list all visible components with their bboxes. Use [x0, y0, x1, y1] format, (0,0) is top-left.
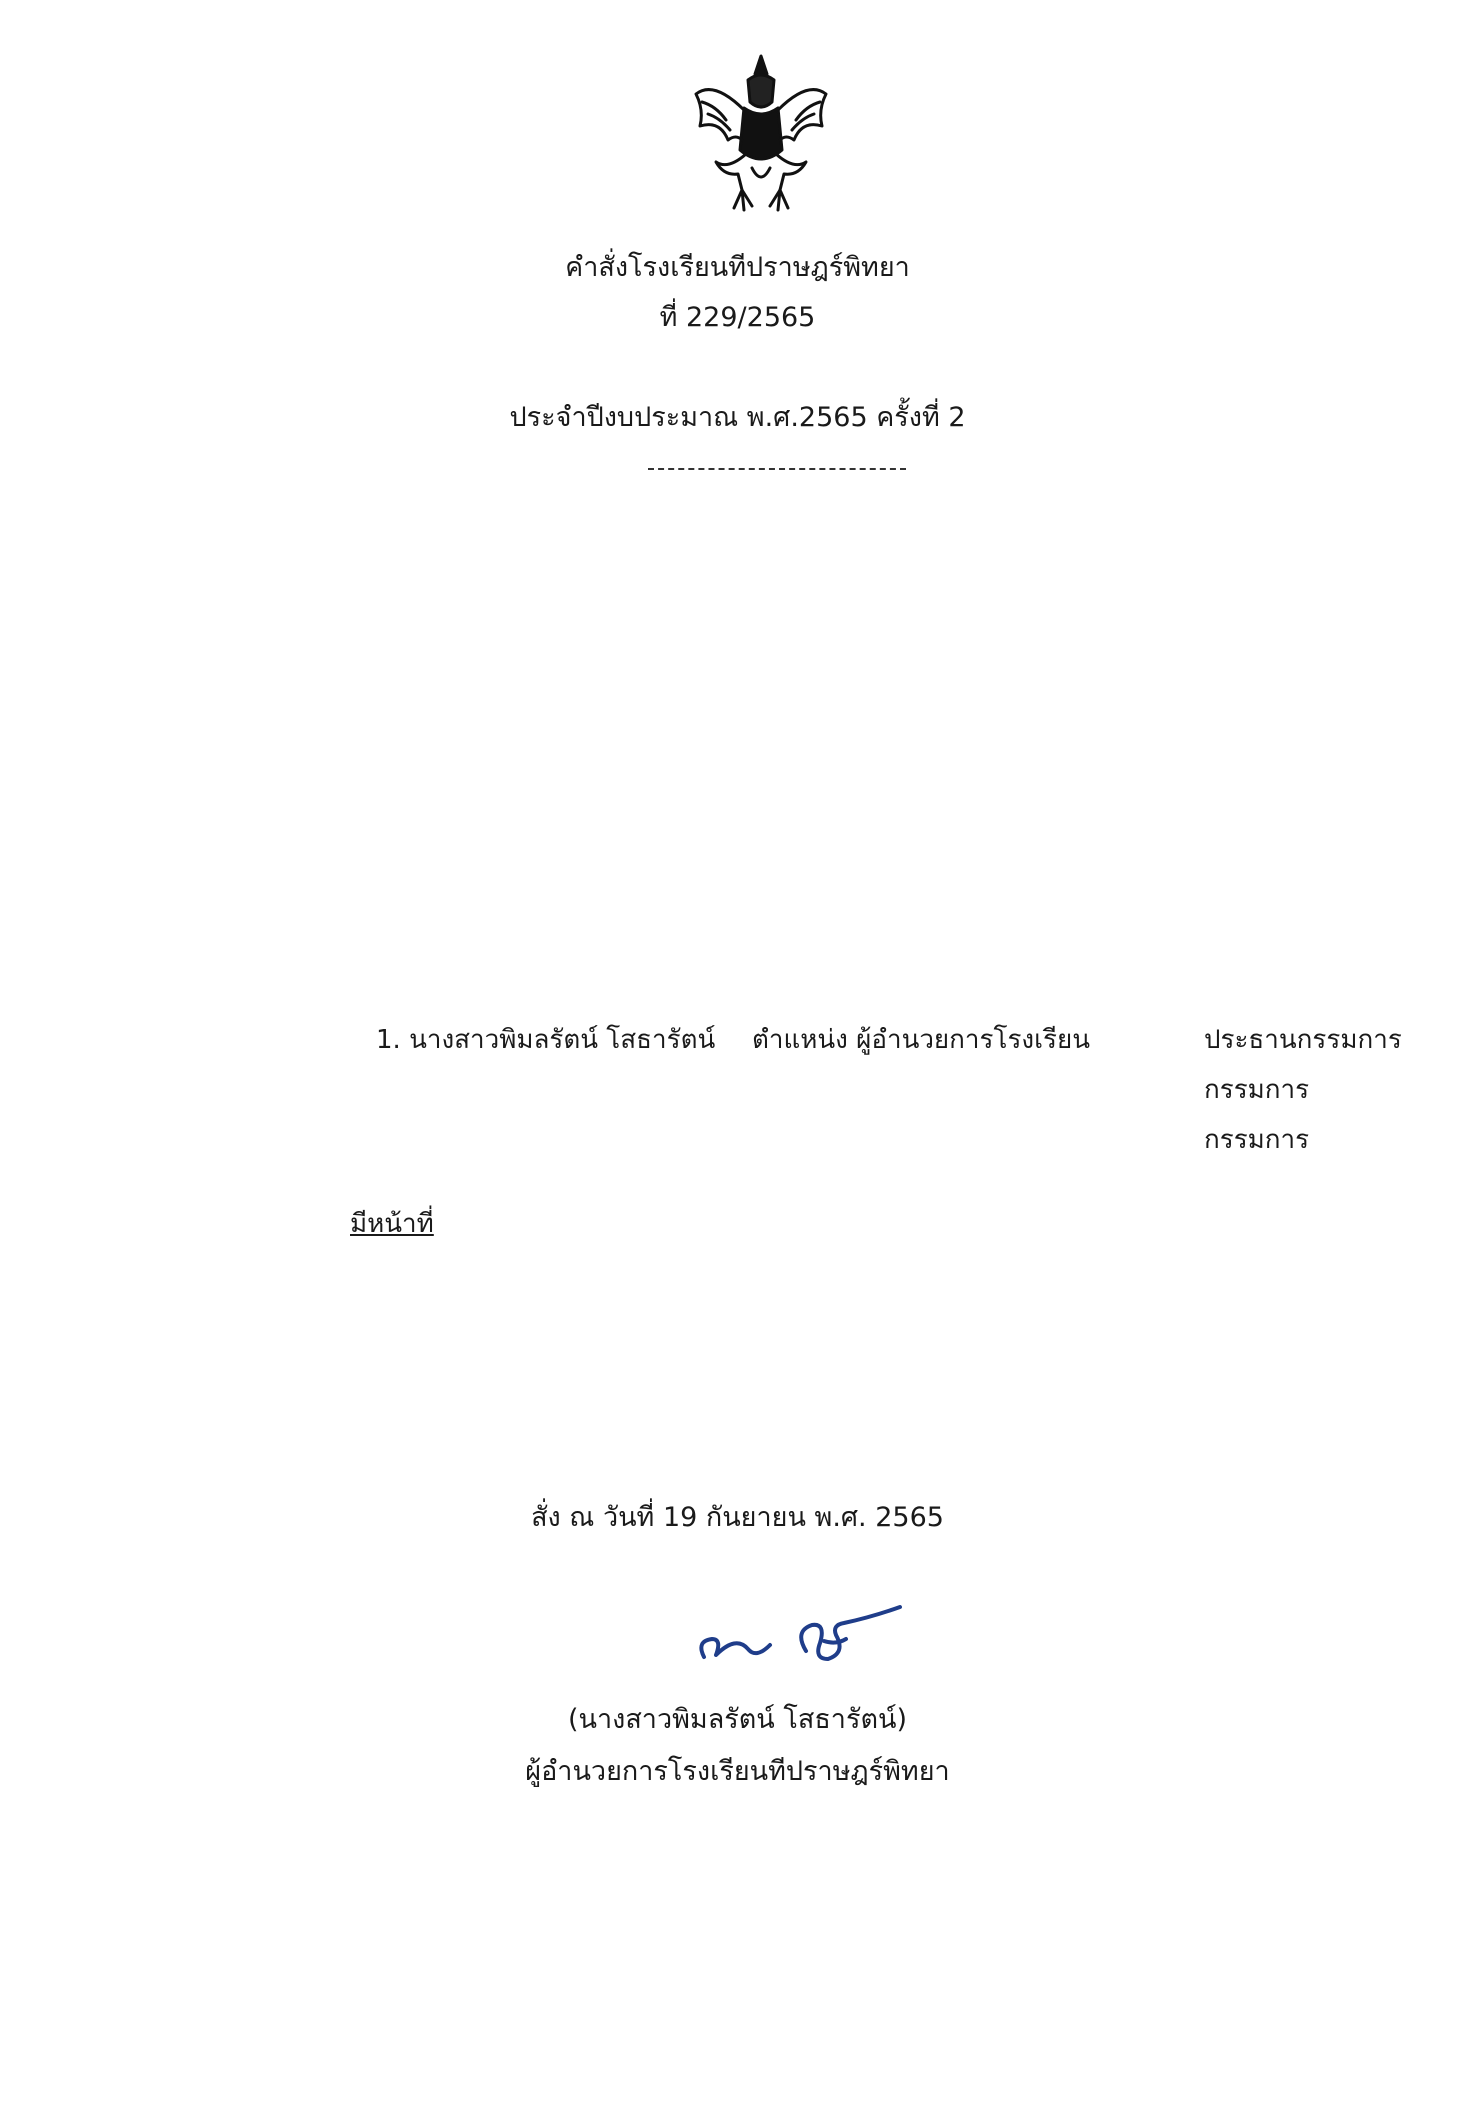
member-role: กรรมการ	[1204, 1075, 1310, 1105]
committee-member-row	[0, 1115, 1475, 1165]
divider-line	[648, 468, 906, 470]
signer-title: ผู้อำนวยการโรงเรียนทีปราษฎร์พิทยา	[525, 1756, 950, 1787]
garuda-emblem	[686, 50, 836, 220]
duty-label: มีหน้าที่	[350, 1209, 434, 1239]
member-name: 1. นางสาวพิมลรัตน์ โสธารัตน์	[376, 1025, 716, 1055]
paragraph-appointment	[244, 782, 1379, 837]
member-role: ประธานกรรมการ	[1204, 1025, 1402, 1055]
paragraph-duty	[244, 1197, 1379, 1252]
member-role: กรรมการ	[1204, 1125, 1310, 1155]
committee-member-row	[0, 1015, 1475, 1065]
order-number: ที่ 229/2565	[659, 302, 816, 333]
order-subject-line2: ประจำปีงบประมาณ พ.ศ.2565 ครั้งที่ 2	[509, 402, 966, 433]
signer-name: (นางสาวพิมลรัตน์ โสธารัตน์)	[567, 1704, 907, 1735]
member-position: ตำแหน่ง ผู้อำนวยการโรงเรียน	[752, 1025, 1090, 1055]
order-date: สั่ง ณ วันที่ 19 กันยายน พ.ศ. 2565	[531, 1502, 944, 1533]
paragraph-instruction	[244, 1340, 1379, 1395]
handwritten-signature	[686, 1595, 936, 1685]
order-title: คำสั่งโรงเรียนทีปราษฎร์พิทยา	[565, 252, 910, 283]
committee-member-row	[0, 1065, 1475, 1115]
paragraph-authority	[244, 508, 1379, 563]
